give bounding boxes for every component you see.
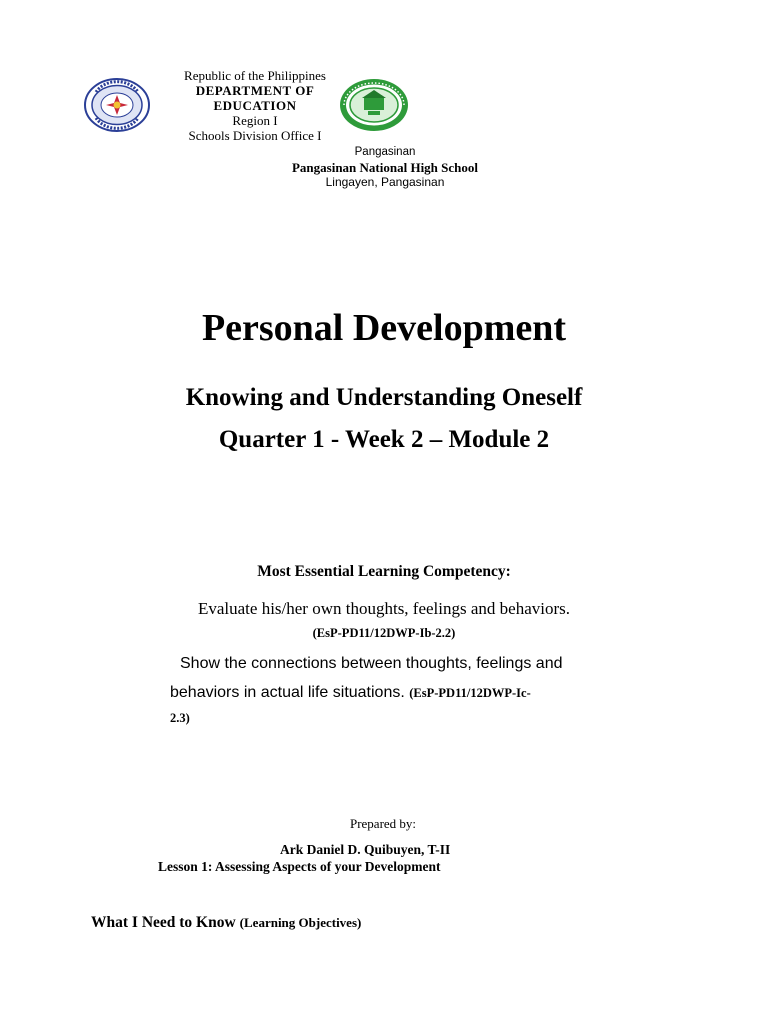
department-label-line1: DEPARTMENT OF	[195, 83, 315, 98]
prepared-by-label: Prepared by:	[349, 816, 417, 831]
deped-seal-logo	[84, 78, 150, 132]
department-label-line2: EDUCATION	[213, 98, 297, 113]
lesson-title: Lesson 1: Assessing Aspects of your Development	[158, 859, 441, 874]
competency-heading: Most Essential Learning Competency:	[257, 563, 511, 580]
section-heading: What I Need to Know	[91, 914, 236, 931]
module-title: Quarter 1 - Week 2 – Module 2	[218, 426, 550, 453]
division-label: Schools Division Office I	[188, 128, 322, 143]
competency-item2-code-a: (EsP-PD11/12DWP-Ic-	[409, 686, 531, 700]
topic-title: Knowing and Understanding Oneself	[185, 384, 583, 411]
competency-item2-code-b: 2.3)	[170, 711, 190, 725]
province-label: Pangasinan	[354, 146, 416, 158]
region-label: Region I	[232, 113, 278, 128]
section-note: (Learning Objectives)	[239, 915, 362, 930]
competency-item2-line2: behaviors in actual life situations.	[170, 684, 405, 701]
school-name: Pangasinan National High School	[291, 160, 479, 175]
republic-label: Republic of the Philippines	[184, 68, 326, 83]
town-label: Lingayen, Pangasinan	[325, 175, 445, 189]
competency-item1-code: (EsP-PD11/12DWP-Ib-2.2)	[312, 626, 456, 640]
competency-item2-line1: Show the connections between thoughts, feelings and	[180, 655, 563, 672]
author-name: Ark Daniel D. Quibuyen, T-II	[280, 842, 451, 857]
subject-title: Personal Development	[201, 307, 567, 349]
competency-item1-text: Evaluate his/her own thoughts, feelings and behaviors.	[197, 599, 571, 618]
